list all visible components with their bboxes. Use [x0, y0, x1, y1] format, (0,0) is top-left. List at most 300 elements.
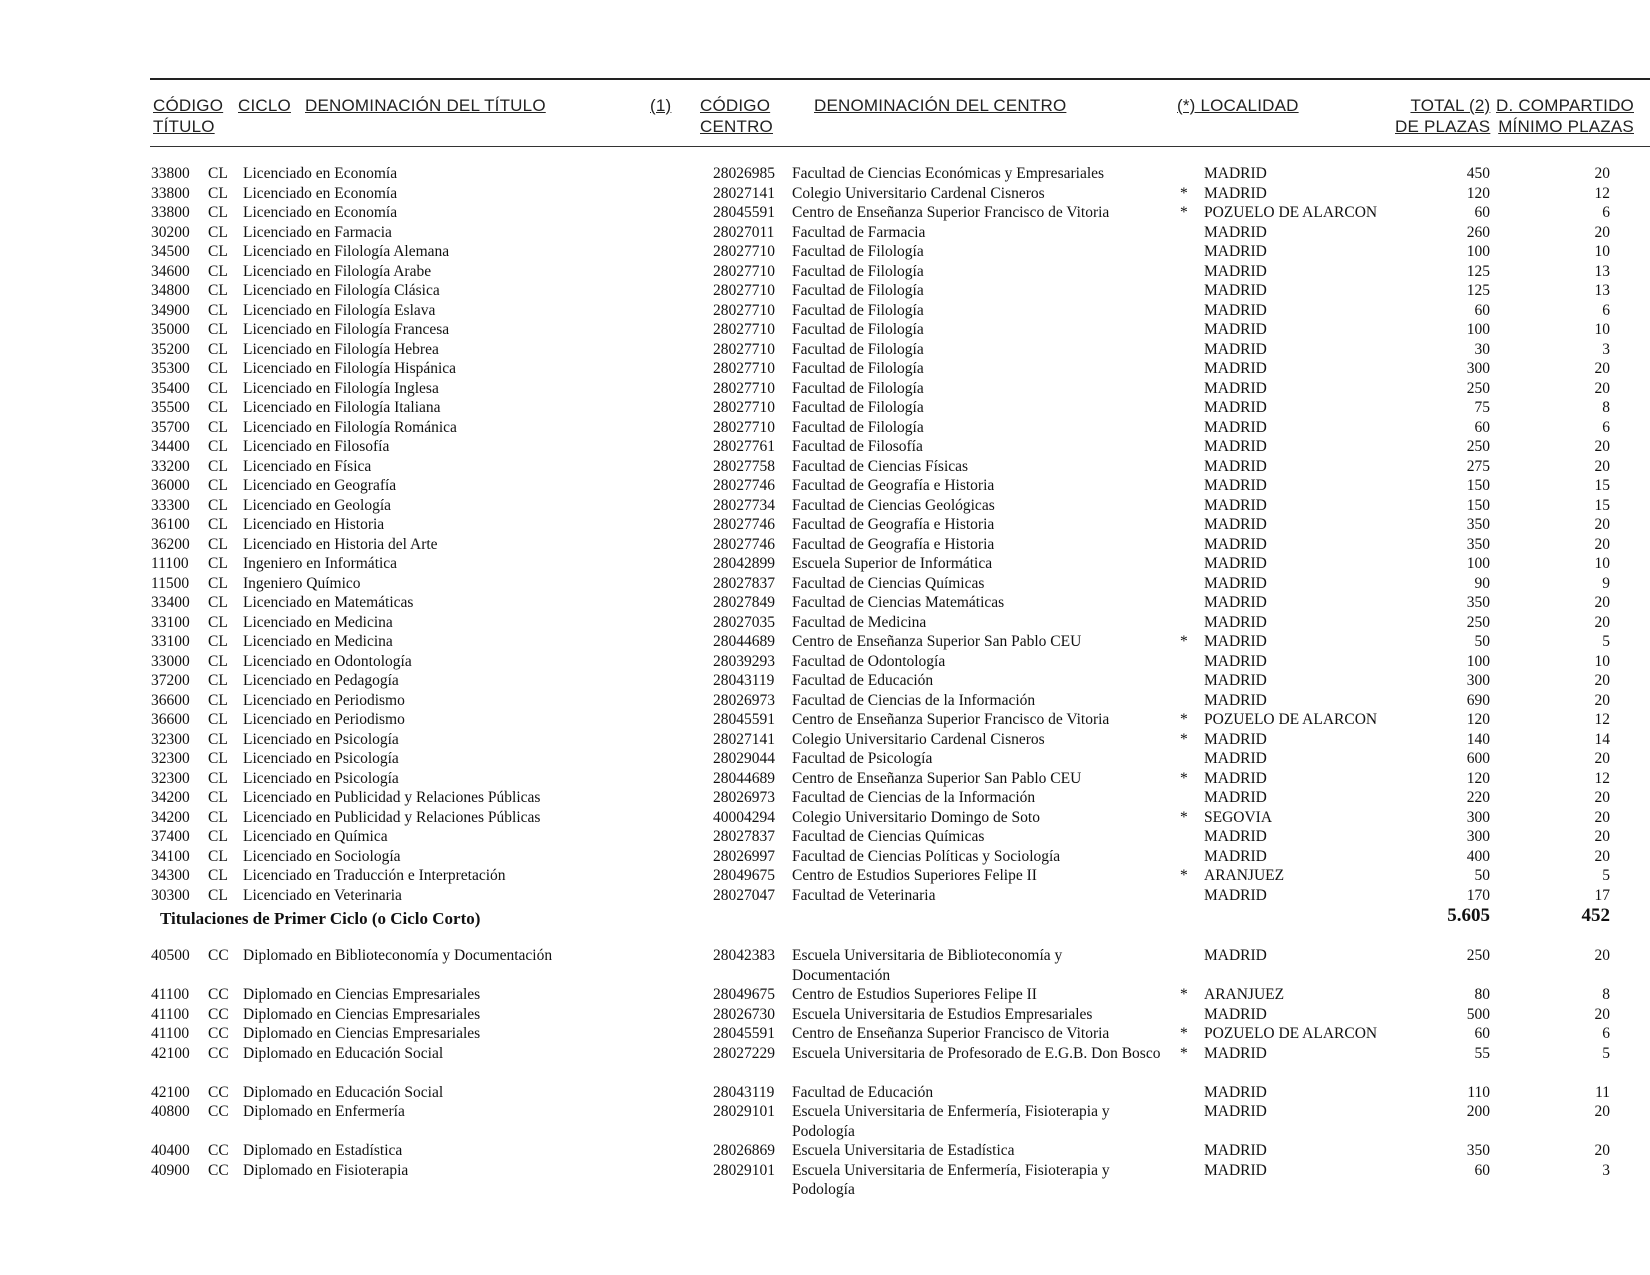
minimo-plazas-cell: 20 [1594, 379, 1610, 397]
total-plazas-cell: 250 [1466, 379, 1490, 397]
denominacion-centro-cell: Escuela Universitaria de Enfermería, Fisioterapia y Podología [792, 1103, 1110, 1140]
denominacion-centro-cell: Facultad de Farmacia [792, 223, 926, 241]
codigo-titulo-cell: 40500 [151, 947, 190, 964]
header-ciclo: CICLO [238, 96, 291, 115]
ciclo-cell: CL [208, 516, 228, 533]
asterisco-cell: * [1180, 730, 1188, 748]
minimo-plazas-cell: 13 [1594, 262, 1610, 280]
table-row [0, 184, 1650, 204]
denominacion-centro-cell: Facultad de Filología [792, 282, 924, 299]
localidad-cell: MADRID [1204, 1083, 1267, 1101]
minimo-plazas-cell: 20 [1594, 1142, 1610, 1159]
ciclo-cell: CC [208, 1044, 229, 1062]
section-total-plazas: 5.605 [1447, 905, 1490, 926]
codigo-centro-cell: 28027746 [713, 477, 775, 494]
ciclo-cell: CL [208, 301, 228, 319]
denominacion-titulo-cell: Diplomado en Educación Social [243, 1083, 444, 1101]
total-plazas-cell: 55 [1474, 1044, 1490, 1062]
ciclo-cell: CL [208, 691, 228, 709]
ciclo-cell: CC [208, 986, 229, 1003]
localidad-cell: MADRID [1204, 613, 1267, 631]
table-row [0, 1005, 1650, 1025]
denominacion-titulo-cell: Licenciado en Economía [243, 165, 398, 182]
codigo-centro-cell: 28027710 [713, 340, 775, 358]
codigo-centro-cell: 28045591 [713, 1025, 775, 1042]
header-codigo-centro [700, 95, 773, 137]
codigo-titulo-cell: 40800 [151, 1103, 190, 1120]
header-total-line1: TOTAL (2) [1410, 96, 1491, 115]
denominacion-centro-cell: Facultad de Geografía e Historia [792, 516, 995, 533]
localidad-cell: MADRID [1204, 535, 1267, 553]
denominacion-titulo-cell: Licenciado en Física [243, 457, 372, 475]
total-plazas-cell: 250 [1466, 613, 1490, 631]
ciclo-cell: CL [208, 340, 228, 358]
denominacion-centro-cell: Facultad de Educación [792, 1083, 934, 1101]
table-row [0, 418, 1650, 438]
denominacion-centro-cell: Facultad de Filología [792, 243, 924, 260]
denominacion-centro-cell: Escuela Universitaria de Biblioteconomía y Documentación [792, 947, 1063, 984]
denominacion-titulo-cell: Licenciado en Filología Italiana [243, 399, 441, 416]
header-total-line2: DE PLAZAS [1395, 117, 1491, 136]
ciclo-cell: CL [208, 711, 228, 728]
total-plazas-cell: 60 [1474, 1161, 1490, 1179]
codigo-titulo-cell: 33400 [151, 594, 190, 611]
table-row [0, 613, 1650, 633]
denominacion-titulo-cell: Licenciado en Medicina [243, 613, 393, 631]
codigo-titulo-cell: 33200 [151, 457, 190, 475]
minimo-plazas-cell: 20 [1594, 947, 1610, 964]
localidad-cell: MADRID [1204, 399, 1267, 416]
ciclo-cell: CL [208, 808, 228, 826]
denominacion-centro-cell: Escuela Universitaria de Profesorado de E.G.B. Don Bosco [792, 1044, 1161, 1062]
codigo-centro-cell: 28027746 [713, 535, 775, 553]
codigo-centro-cell: 28049675 [713, 867, 775, 884]
codigo-titulo-cell: 34300 [151, 867, 190, 884]
ciclo-cell: CC [208, 1083, 229, 1101]
localidad-cell: MADRID [1204, 360, 1267, 377]
denominacion-titulo-cell: Licenciado en Sociología [243, 847, 401, 865]
codigo-titulo-cell: 37200 [151, 672, 190, 689]
codigo-centro-cell: 28027710 [713, 321, 775, 338]
localidad-cell: ARANJUEZ [1204, 867, 1285, 884]
codigo-titulo-cell: 33100 [151, 633, 190, 650]
codigo-titulo-cell: 30300 [151, 886, 190, 904]
codigo-titulo-cell: 36000 [151, 477, 190, 494]
ciclo-cell: CL [208, 613, 228, 631]
table-row [0, 515, 1650, 535]
header-denominacion-titulo: DENOMINACIÓN DEL TÍTULO [305, 96, 546, 115]
codigo-titulo-cell: 34200 [151, 789, 190, 806]
codigo-centro-cell: 28027710 [713, 360, 775, 377]
ciclo-cell: CC [208, 1103, 229, 1120]
ciclo-cell: CL [208, 360, 228, 377]
total-plazas-cell: 500 [1466, 1005, 1490, 1023]
localidad-cell: MADRID [1204, 223, 1267, 241]
total-plazas-cell: 170 [1466, 886, 1490, 904]
minimo-plazas-cell: 14 [1594, 730, 1610, 748]
denominacion-centro-cell: Escuela Superior de Informática [792, 555, 993, 572]
section-header [0, 905, 1650, 946]
denominacion-titulo-cell: Diplomado en Ciencias Empresariales [243, 986, 481, 1003]
total-plazas-cell: 140 [1466, 730, 1490, 748]
codigo-titulo-cell: 33300 [151, 496, 190, 514]
total-plazas-cell: 100 [1466, 555, 1490, 572]
localidad-cell: MADRID [1204, 769, 1267, 787]
codigo-centro-cell: 28049675 [713, 986, 775, 1003]
codigo-centro-cell: 28027035 [713, 613, 775, 631]
codigo-centro-cell: 28027710 [713, 282, 775, 299]
denominacion-centro-cell: Facultad de Ciencias Matemáticas [792, 594, 1005, 611]
codigo-centro-cell: 28027011 [713, 223, 775, 241]
table-row [0, 398, 1650, 418]
localidad-cell: MADRID [1204, 1142, 1267, 1159]
total-plazas-cell: 125 [1466, 282, 1490, 299]
codigo-centro-cell: 28043119 [713, 1083, 775, 1101]
minimo-plazas-cell: 6 [1602, 301, 1610, 319]
table-row [0, 769, 1650, 789]
minimo-plazas-cell: 6 [1602, 204, 1610, 221]
minimo-plazas-cell: 20 [1594, 438, 1610, 455]
localidad-cell: MADRID [1204, 947, 1267, 964]
denominacion-titulo-cell: Licenciado en Geología [243, 496, 392, 514]
total-plazas-cell: 120 [1466, 769, 1490, 787]
codigo-centro-cell: 28027710 [713, 301, 775, 319]
table-row [0, 691, 1650, 711]
localidad-cell: MADRID [1204, 574, 1267, 592]
asterisco-cell: * [1180, 204, 1188, 221]
codigo-titulo-cell: 33800 [151, 165, 190, 182]
codigo-centro-cell: 28027761 [713, 438, 775, 455]
localidad-cell: MADRID [1204, 1103, 1267, 1120]
total-plazas-cell: 150 [1466, 477, 1490, 494]
codigo-centro-cell: 28029101 [713, 1161, 775, 1179]
minimo-plazas-cell: 10 [1594, 652, 1610, 670]
denominacion-titulo-cell: Licenciado en Publicidad y Relaciones Públicas [243, 808, 541, 826]
denominacion-centro-cell: Facultad de Geografía e Historia [792, 477, 995, 494]
table-row [0, 262, 1650, 282]
minimo-plazas-cell: 12 [1594, 769, 1610, 787]
header-total-plazas [1395, 95, 1490, 137]
denominacion-titulo-cell: Licenciado en Economía [243, 184, 398, 202]
denominacion-centro-cell: Facultad de Veterinaria [792, 886, 936, 904]
localidad-cell: MADRID [1204, 184, 1267, 202]
denominacion-centro-cell: Facultad de Filología [792, 340, 924, 358]
ciclo-cell: CC [208, 1161, 229, 1179]
localidad-cell: MADRID [1204, 828, 1267, 845]
total-plazas-cell: 80 [1474, 986, 1490, 1003]
table-row [0, 985, 1650, 1005]
minimo-plazas-cell: 17 [1594, 886, 1610, 904]
codigo-centro-cell: 28027229 [713, 1044, 775, 1062]
codigo-centro-cell: 28039293 [713, 652, 775, 670]
localidad-cell: MADRID [1204, 301, 1267, 319]
denominacion-centro-cell: Facultad de Ciencias de la Información [792, 691, 1036, 709]
table-row [0, 164, 1650, 184]
minimo-plazas-cell: 5 [1602, 1044, 1610, 1062]
table-row [0, 808, 1650, 828]
ciclo-cell: CL [208, 574, 228, 592]
codigo-centro-cell: 28027710 [713, 262, 775, 280]
denominacion-titulo-cell: Licenciado en Filología Hebrea [243, 340, 439, 358]
codigo-centro-cell: 28045591 [713, 711, 775, 728]
codigo-titulo-cell: 41100 [151, 986, 190, 1003]
minimo-plazas-cell: 10 [1594, 243, 1610, 260]
minimo-plazas-cell: 9 [1602, 574, 1610, 592]
total-plazas-cell: 260 [1466, 223, 1490, 241]
denominacion-centro-cell: Facultad de Ciencias Físicas [792, 457, 969, 475]
table-row [0, 242, 1650, 262]
denominacion-centro-cell: Facultad de Filología [792, 360, 924, 377]
minimo-plazas-cell: 12 [1594, 711, 1610, 728]
total-plazas-cell: 125 [1466, 262, 1490, 280]
table-row [0, 379, 1650, 399]
total-plazas-cell: 300 [1466, 672, 1490, 689]
table-row [0, 710, 1650, 730]
codigo-centro-cell: 40004294 [713, 808, 775, 826]
minimo-plazas-cell: 5 [1602, 633, 1610, 650]
ciclo-cell: CL [208, 789, 228, 806]
codigo-titulo-cell: 35500 [151, 399, 190, 416]
header-denominacion-centro: DENOMINACIÓN DEL CENTRO [814, 96, 1067, 115]
denominacion-titulo-cell: Licenciado en Periodismo [243, 691, 405, 709]
codigo-titulo-cell: 32300 [151, 769, 190, 787]
ciclo-cell: CL [208, 535, 228, 553]
total-plazas-cell: 600 [1466, 750, 1490, 767]
ciclo-cell: CL [208, 828, 228, 845]
codigo-titulo-cell: 36100 [151, 516, 190, 533]
ciclo-cell: CL [208, 262, 228, 280]
codigo-titulo-cell: 35000 [151, 321, 190, 338]
codigo-centro-cell: 28029044 [713, 750, 775, 767]
total-plazas-cell: 275 [1466, 457, 1490, 475]
codigo-centro-cell: 28027837 [713, 574, 775, 592]
minimo-plazas-cell: 20 [1594, 847, 1610, 865]
table-row [0, 437, 1650, 457]
denominacion-titulo-cell: Licenciado en Farmacia [243, 223, 392, 241]
ciclo-cell: CL [208, 652, 228, 670]
ciclo-cell: CL [208, 184, 228, 202]
codigo-centro-cell: 28026869 [713, 1142, 775, 1159]
denominacion-centro-cell: Centro de Enseñanza Superior San Pablo CEU [792, 769, 1082, 787]
ciclo-cell: CL [208, 418, 228, 436]
asterisco-cell: * [1180, 867, 1188, 884]
minimo-plazas-cell: 20 [1594, 808, 1610, 826]
denominacion-centro-cell: Facultad de Filología [792, 262, 924, 280]
localidad-cell: MADRID [1204, 1005, 1267, 1023]
localidad-cell: POZUELO DE ALARCON [1204, 204, 1378, 221]
denominacion-titulo-cell: Licenciado en Publicidad y Relaciones Públicas [243, 789, 541, 806]
codigo-centro-cell: 28027758 [713, 457, 775, 475]
codigo-titulo-cell: 40900 [151, 1161, 190, 1179]
minimo-plazas-cell: 20 [1594, 750, 1610, 767]
localidad-cell: MADRID [1204, 262, 1267, 280]
table-row [0, 1044, 1650, 1083]
codigo-titulo-cell: 33800 [151, 204, 190, 221]
table-row [0, 574, 1650, 594]
localidad-cell: MADRID [1204, 672, 1267, 689]
codigo-titulo-cell: 33100 [151, 613, 190, 631]
table-row [0, 223, 1650, 243]
denominacion-centro-cell: Facultad de Geografía e Historia [792, 535, 995, 553]
localidad-cell: MADRID [1204, 243, 1267, 260]
denominacion-titulo-cell: Licenciado en Filología Arabe [243, 262, 432, 280]
denominacion-centro-cell: Facultad de Educación [792, 672, 934, 689]
table-row [0, 203, 1650, 223]
minimo-plazas-cell: 20 [1594, 360, 1610, 377]
table-row [0, 671, 1650, 691]
total-plazas-cell: 350 [1466, 594, 1490, 611]
denominacion-titulo-cell: Licenciado en Filosofía [243, 438, 390, 455]
table-row [0, 476, 1650, 496]
codigo-centro-cell: 28027141 [713, 730, 775, 748]
localidad-cell: MADRID [1204, 750, 1267, 767]
localidad-cell: MADRID [1204, 379, 1267, 397]
ciclo-cell: CC [208, 1142, 229, 1159]
codigo-centro-cell: 28026997 [713, 847, 775, 865]
total-plazas-cell: 100 [1466, 243, 1490, 260]
denominacion-centro-cell: Facultad de Psicología [792, 750, 933, 767]
asterisco-cell: * [1180, 986, 1188, 1003]
denominacion-titulo-cell: Diplomado en Enfermería [243, 1103, 405, 1120]
codigo-centro-cell: 28027710 [713, 399, 775, 416]
denominacion-centro-cell: Colegio Universitario Cardenal Cisneros [792, 730, 1045, 748]
denominacion-titulo-cell: Licenciado en Filología Alemana [243, 243, 450, 260]
header-bottom-rule [150, 146, 1650, 147]
ciclo-cell: CL [208, 730, 228, 748]
minimo-plazas-cell: 20 [1594, 223, 1610, 241]
total-plazas-cell: 350 [1466, 516, 1490, 533]
total-plazas-cell: 120 [1466, 711, 1490, 728]
minimo-plazas-cell: 20 [1594, 691, 1610, 709]
denominacion-centro-cell: Facultad de Ciencias Geológicas [792, 496, 995, 514]
total-plazas-cell: 300 [1466, 360, 1490, 377]
codigo-titulo-cell: 42100 [151, 1044, 190, 1062]
denominacion-centro-cell: Centro de Enseñanza Superior Francisco de Vitoria [792, 1025, 1110, 1042]
table-row [0, 1141, 1650, 1161]
denominacion-centro-cell: Centro de Enseñanza Superior San Pablo CEU [792, 633, 1082, 650]
asterisco-cell: * [1180, 1025, 1188, 1042]
minimo-plazas-cell: 6 [1602, 418, 1610, 436]
table-row [0, 340, 1650, 360]
denominacion-titulo-cell: Licenciado en Pedagogía [243, 672, 399, 689]
denominacion-centro-cell: Facultad de Ciencias Químicas [792, 574, 985, 592]
denominacion-titulo-cell: Diplomado en Fisioterapia [243, 1161, 409, 1179]
minimo-plazas-cell: 20 [1594, 828, 1610, 845]
codigo-titulo-cell: 40400 [151, 1142, 190, 1159]
total-plazas-cell: 100 [1466, 321, 1490, 338]
section-minimo-plazas: 452 [1581, 905, 1610, 926]
localidad-cell: MADRID [1204, 730, 1267, 748]
denominacion-titulo-cell: Licenciado en Filología Románica [243, 418, 457, 436]
denominacion-centro-cell: Facultad de Filología [792, 399, 924, 416]
total-plazas-cell: 450 [1466, 165, 1490, 182]
localidad-cell: MADRID [1204, 418, 1267, 436]
denominacion-centro-cell: Centro de Estudios Superiores Felipe II [792, 986, 1037, 1003]
codigo-titulo-cell: 34500 [151, 243, 190, 260]
localidad-cell: MADRID [1204, 847, 1267, 865]
ciclo-cell: CL [208, 750, 228, 767]
ciclo-cell: CL [208, 223, 228, 241]
localidad-cell: MADRID [1204, 633, 1267, 650]
denominacion-titulo-cell: Licenciado en Veterinaria [243, 886, 402, 904]
codigo-titulo-cell: 30200 [151, 223, 190, 241]
denominacion-centro-cell: Facultad de Medicina [792, 613, 927, 631]
ciclo-cell: CL [208, 282, 228, 299]
minimo-plazas-cell: 20 [1594, 789, 1610, 806]
codigo-titulo-cell: 35300 [151, 360, 190, 377]
header-localidad: (*) LOCALIDAD [1177, 96, 1299, 115]
denominacion-titulo-cell: Ingeniero en Informática [243, 555, 398, 572]
denominacion-centro-cell: Centro de Estudios Superiores Felipe II [792, 867, 1037, 884]
denominacion-titulo-cell: Diplomado en Educación Social [243, 1044, 444, 1062]
table-row [0, 1083, 1650, 1103]
minimo-plazas-cell: 15 [1594, 477, 1610, 494]
total-plazas-cell: 690 [1466, 691, 1490, 709]
ciclo-cell: CL [208, 633, 228, 650]
codigo-centro-cell: 28042383 [713, 947, 775, 964]
table-row [0, 593, 1650, 613]
localidad-cell: ARANJUEZ [1204, 986, 1285, 1003]
total-plazas-cell: 350 [1466, 535, 1490, 553]
denominacion-centro-cell: Colegio Universitario Domingo de Soto [792, 808, 1040, 826]
denominacion-titulo-cell: Licenciado en Psicología [243, 750, 399, 767]
denominacion-titulo-cell: Licenciado en Química [243, 828, 388, 845]
codigo-titulo-cell: 36600 [151, 711, 190, 728]
localidad-cell: MADRID [1204, 340, 1267, 358]
codigo-titulo-cell: 34100 [151, 847, 190, 865]
ciclo-cell: CL [208, 204, 228, 221]
minimo-plazas-cell: 20 [1594, 1005, 1610, 1023]
localidad-cell: MADRID [1204, 594, 1267, 611]
denominacion-titulo-cell: Licenciado en Filología Inglesa [243, 379, 439, 397]
denominacion-titulo-cell: Diplomado en Biblioteconomía y Documentación [243, 947, 553, 964]
denominacion-centro-cell: Facultad de Ciencias Químicas [792, 828, 985, 845]
table-row [0, 457, 1650, 477]
denominacion-centro-cell: Centro de Enseñanza Superior Francisco de Vitoria [792, 204, 1110, 221]
total-plazas-cell: 90 [1474, 574, 1490, 592]
denominacion-titulo-cell: Diplomado en Ciencias Empresariales [243, 1005, 481, 1023]
total-plazas-cell: 60 [1474, 1025, 1490, 1042]
localidad-cell: MADRID [1204, 457, 1267, 475]
codigo-centro-cell: 28027710 [713, 243, 775, 260]
minimo-plazas-cell: 20 [1594, 535, 1610, 553]
denominacion-titulo-cell: Licenciado en Filología Eslava [243, 301, 436, 319]
localidad-cell: MADRID [1204, 496, 1267, 514]
codigo-centro-cell: 28029101 [713, 1103, 775, 1120]
codigo-titulo-cell: 34400 [151, 438, 190, 455]
ciclo-cell: CL [208, 399, 228, 416]
header-minimo-plazas [1496, 95, 1634, 137]
table-row [0, 946, 1650, 985]
table-row [0, 788, 1650, 808]
asterisco-cell: * [1180, 711, 1188, 728]
header-codigo-titulo [153, 95, 223, 137]
denominacion-centro-cell: Escuela Universitaria de Enfermería, Fisioterapia y Podología [792, 1161, 1110, 1198]
total-plazas-cell: 75 [1474, 399, 1490, 416]
table-row [0, 1102, 1650, 1141]
codigo-centro-cell: 28043119 [713, 672, 775, 689]
denominacion-titulo-cell: Licenciado en Psicología [243, 730, 399, 748]
table-row [0, 652, 1650, 672]
denominacion-centro-cell: Escuela Universitaria de Estadística [792, 1142, 1015, 1159]
ciclo-cell: CL [208, 165, 228, 182]
denominacion-centro-cell: Facultad de Ciencias de la Información [792, 789, 1036, 806]
ciclo-cell: CC [208, 947, 229, 964]
minimo-plazas-cell: 3 [1602, 340, 1610, 358]
header-minimo-line2: MÍNIMO PLAZAS [1498, 117, 1634, 136]
codigo-centro-cell: 28027746 [713, 516, 775, 533]
minimo-plazas-cell: 8 [1602, 986, 1610, 1003]
